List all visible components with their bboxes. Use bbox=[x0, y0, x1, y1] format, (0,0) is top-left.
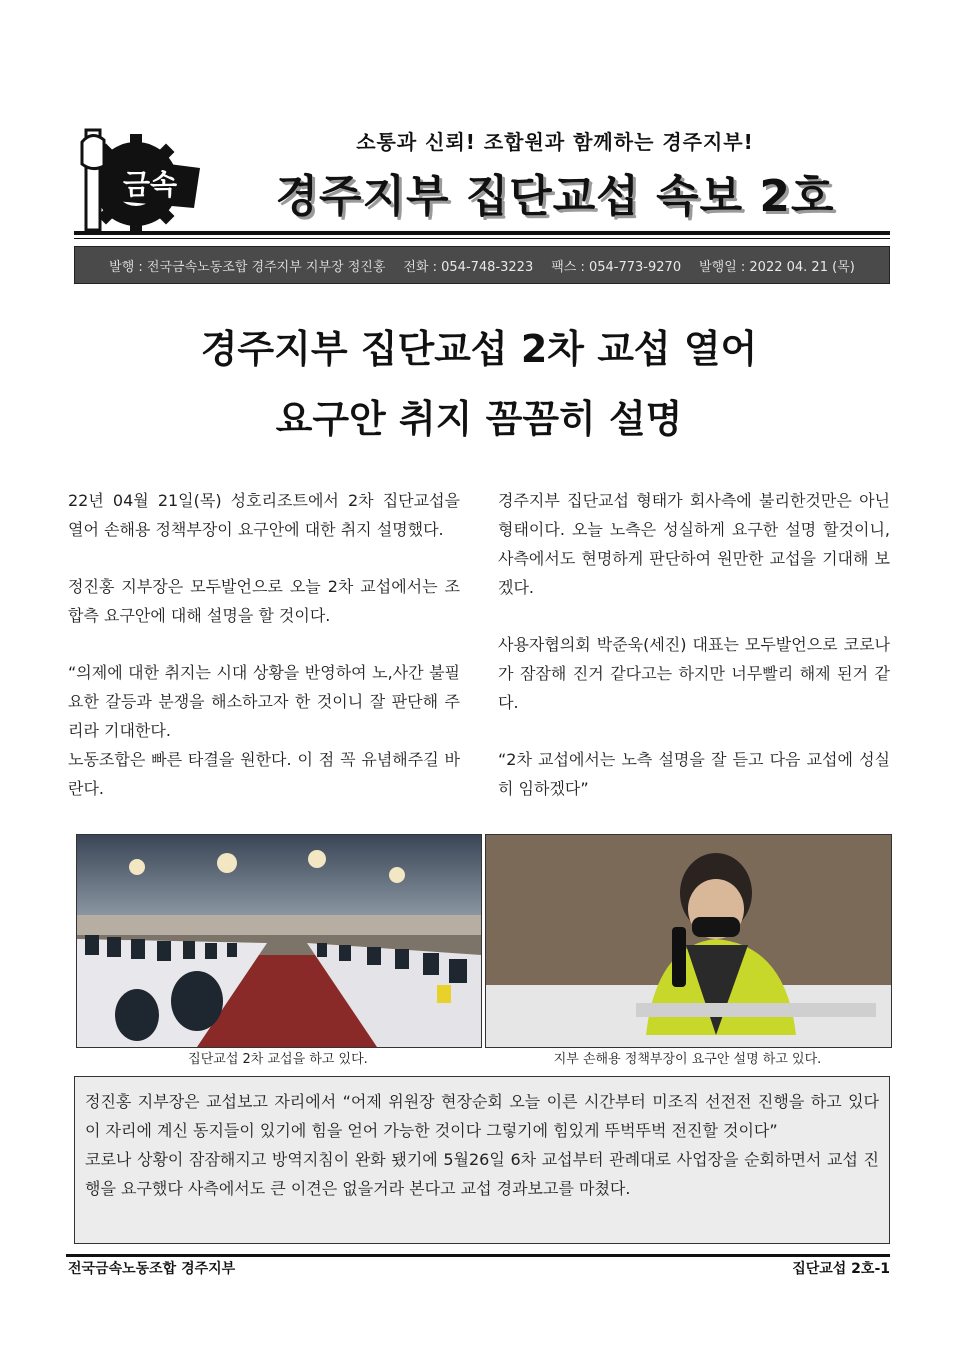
report-box bbox=[74, 1076, 890, 1244]
paragraph: 사용자협의회 박준욱(세진) 대표는 모두발언으로 코로나가 잠잠해 진거 같다고는 하지만 너무빨리 해제 된거 같다. bbox=[498, 635, 890, 712]
masthead-title: 경주지부 집단교섭 속보 2호 bbox=[275, 171, 835, 222]
slogan: 소통과 신뢰! 조합원과 함께하는 경주지부! bbox=[356, 130, 754, 154]
publisher-info: 발행 : 전국금속노동조합 경주지부 지부장 정진홍 bbox=[109, 259, 386, 275]
speaker-photo bbox=[485, 834, 892, 1048]
report-paragraph-2: 코로나 상황이 잠잠해지고 방역지침이 완화 됐기에 5월26일 6차 교섭부터 관례대로 사업장을 순회하면서 교섭 진행을 요구했다 사측에서도 큰 이견은 없을거라 본다고 교섭 경과보고를 마쳤다. bbox=[85, 1150, 879, 1198]
paragraph: 경주지부 집단교섭 형태가 회사측에 불리한것만은 아닌 형태이다. 오늘 노측은 성실하게 요구한 설명 할것이니, 사측에서도 현명하게 판단하여 원만한 교섭을 기대해 보겠다. bbox=[498, 491, 890, 597]
photo-caption-1: 집단교섭 2차 교섭을 하고 있다. bbox=[188, 1052, 368, 1067]
header-rule-thin bbox=[74, 238, 890, 239]
footer-organization: 전국금속노동조합 경주지부 bbox=[68, 1261, 236, 1277]
paragraph: “의제에 대한 취지는 시대 상황을 반영하여 노,사간 불필요한 갈등과 분쟁을 해소하고자 한 것이니 잘 판단해 주리라 기대한다. bbox=[68, 663, 460, 740]
phone-info: 전화 : 054-748-3223 bbox=[403, 259, 534, 275]
paragraph: 22년 04월 21일(목) 성호리조트에서 2차 집단교섭을 열어 손해용 정책부장이 요구안에 대한 취지 설명했다. bbox=[68, 491, 460, 539]
meeting-room-photo bbox=[76, 834, 482, 1048]
headline-line-1: 경주지부 집단교섭 2차 교섭 열어 bbox=[200, 327, 758, 371]
footer-page-number: 집단교섭 2호-1 bbox=[792, 1261, 890, 1277]
paragraph: 정진홍 지부장은 모두발언으로 오늘 2차 교섭에서는 조합측 요구안에 대해 설명을 할 것이다. bbox=[68, 577, 460, 625]
publish-date: 발행일 : 2022 04. 21 (목) bbox=[699, 259, 855, 275]
paragraph: “2차 교섭에서는 노측 설명을 잘 듣고 다음 교섭에 성실히 임하겠다” bbox=[498, 750, 890, 798]
headline-line-2: 요구안 취지 꼼꼼히 설명 bbox=[275, 397, 683, 441]
publication-info-bar bbox=[74, 246, 890, 284]
article-column-left bbox=[68, 486, 460, 831]
header-rule bbox=[74, 231, 890, 235]
fax-info: 팩스 : 054-773-9270 bbox=[551, 259, 682, 275]
report-paragraph-1: 정진홍 지부장은 교섭보고 자리에서 “어제 위원장 현장순회 오늘 이른 시간부터 미조직 선전전 진행을 하고 있다 이 자리에 계신 동지들이 있기에 힘을 얻어 가능한 것이다 그렇기에 힘있게 뚜벅뚜벅 전진할 것이다” bbox=[85, 1092, 879, 1140]
union-logo bbox=[76, 122, 208, 234]
logo-text: 금속 bbox=[122, 168, 178, 201]
footer-rule bbox=[66, 1254, 890, 1257]
article-column-right bbox=[498, 486, 890, 831]
photo-caption-2: 지부 손해용 정책부장이 요구안 설명 하고 있다. bbox=[553, 1052, 822, 1067]
paragraph: 노동조합은 빠른 타결을 원한다. 이 점 꼭 유념해주길 바란다. bbox=[68, 750, 460, 798]
